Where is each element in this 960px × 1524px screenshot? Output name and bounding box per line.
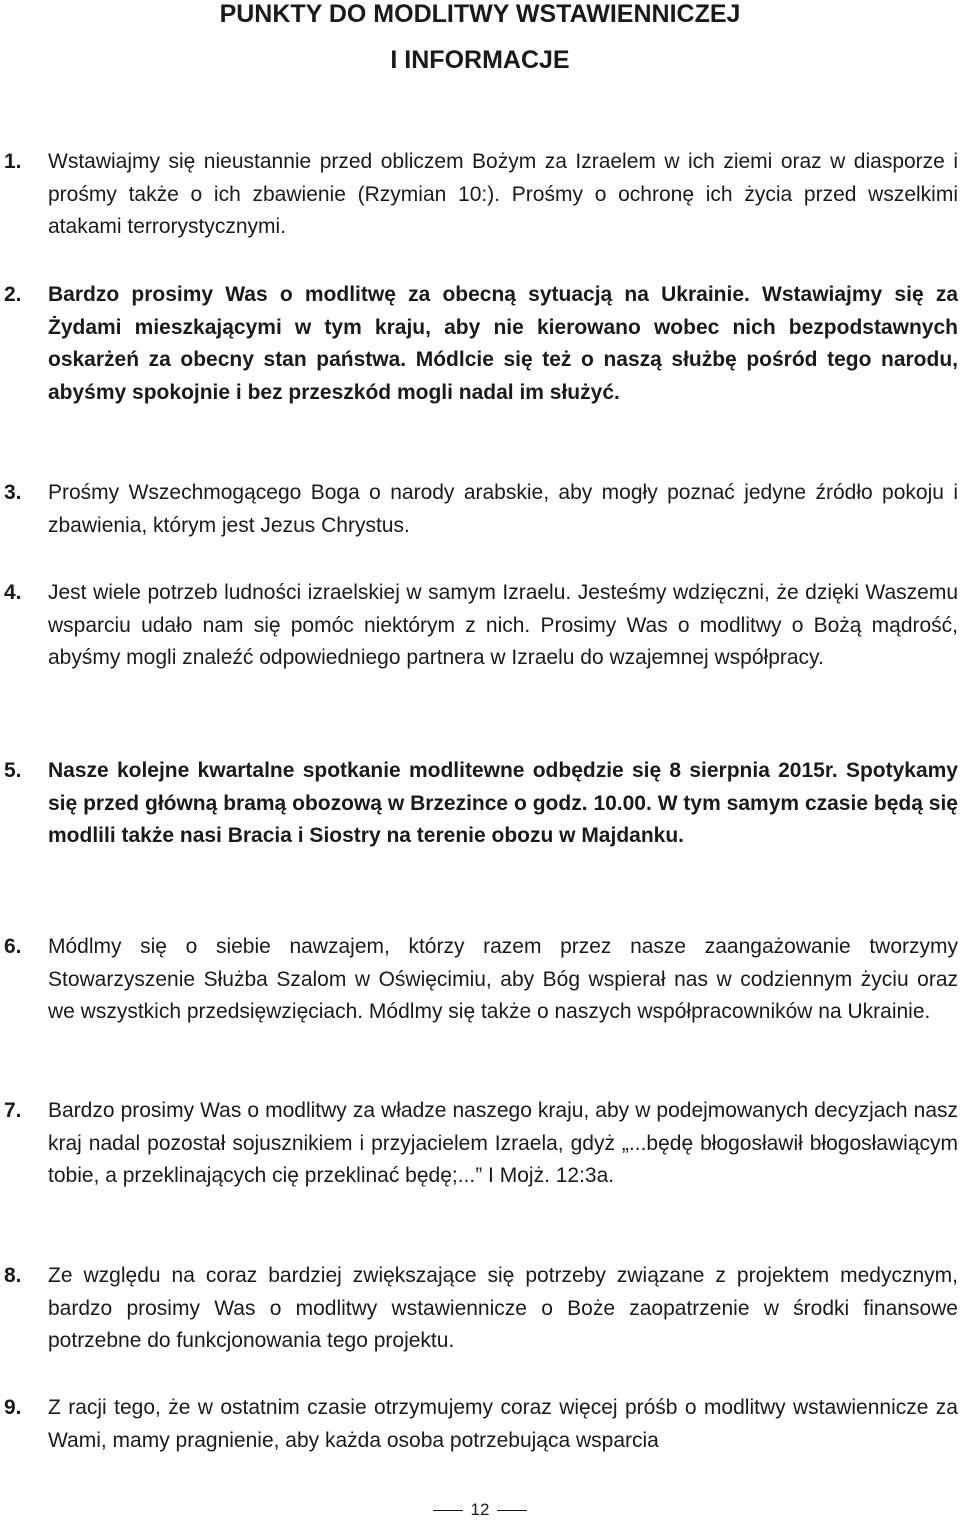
item-text-bold: Bardzo prosimy Was o modlitwę za obecną sytuacją na Ukrainie. Wstawiajmy się za Żydami mieszkającymi w tym kraju, aby nie kierowano wobec nich bezpodstawnych oskarżeń za obecny stan państwa. Módlcie się też o naszą służbę pośród tego narodu, abyśmy spokojnie i bez przeszkód mogli nadal im służyć. xyxy=(48,283,958,404)
page-footer xyxy=(0,1500,960,1520)
item-number: 7. xyxy=(4,1099,22,1122)
footer-dash-left xyxy=(433,1510,463,1512)
item-number: 4. xyxy=(4,581,22,604)
page-number: 12 xyxy=(470,1500,490,1519)
item-text: Bardzo prosimy Was o modlitwy za władze naszego kraju, aby w podejmowanych decyzjach nasz kraj nadal pozostał sojusznikiem i przyjacielem Izraela, gdyż „...będę błogosławił błogosławiącym tobie, a przeklinających cię przeklinać będę;...” I Mojż. 12:3a. xyxy=(48,1099,958,1187)
page-title-line-2: I INFORMACJE xyxy=(390,46,570,74)
item-number: 3. xyxy=(4,481,22,504)
item-text: Wstawiajmy się nieustannie przed obliczem Bożym za Izraelem w ich ziemi oraz w diasporze i prośmy także o ich zbawienie (Rzymian 10:). Prośmy o ochronę ich życia przed wszelkimi atakami terrorystycznymi. xyxy=(48,150,958,238)
item-number: 2. xyxy=(4,283,22,306)
item-number: 9. xyxy=(4,1396,22,1419)
item-text: Jest wiele potrzeb ludności izraelskiej w samym Izraelu. Jesteśmy wdzięczni, że dzięki Waszemu wsparciu udało nam się pomóc niektórym z nich. Prosimy Was o modlitwy o Bożą mądrość, abyśmy mogli znaleźć odpowiedniego partnera w Izraelu do wzajemnej współpracy. xyxy=(48,581,958,669)
item-text: Z racji tego, że w ostatnim czasie otrzymujemy coraz więcej próśb o modlitwy wstawiennicze za Wami, mamy pragnienie, aby każda osoba potrzebująca wsparcia xyxy=(48,1396,958,1452)
footer-dash-right xyxy=(497,1510,527,1512)
item-text: Módlmy się o siebie nawzajem, którzy razem przez nasze zaangażowanie tworzymy Stowarzyszenie Służba Szalom w Oświęcimiu, aby Bóg wspierał nas w codziennym życiu oraz we wszystkich przedsięwzięciach. Módlmy się także o naszych współpracowników na Ukrainie. xyxy=(48,935,958,1023)
item-text: Prośmy Wszechmogącego Boga o narody arabskie, aby mogły poznać jedyne źródło pokoju i zbawienia, którym jest Jezus Chrystus. xyxy=(48,481,958,537)
item-text-bold: Nasze kolejne kwartalne spotkanie modlitewne odbędzie się 8 sierpnia 2015r. Spotykamy się przed główną bramą obozową w Brzezince o godz. 10.00. W tym samym czasie będą się modlili także nasi Bracia i Siostry na terenie obozu w Majdanku. xyxy=(48,759,958,847)
item-text: Ze względu na coraz bardziej zwiększające się potrzeby związane z projektem medycznym, bardzo prosimy Was o modlitwy wstawiennicze o Boże zaopatrzenie w środki finansowe potrzebne do funkcjonowania tego projektu. xyxy=(48,1264,958,1352)
item-number: 5. xyxy=(4,759,22,782)
item-number: 6. xyxy=(4,935,22,958)
item-text xyxy=(48,755,958,853)
item-number: 1. xyxy=(4,150,22,173)
page-title-line-1: PUNKTY DO MODLITWY WSTAWIENNICZEJ xyxy=(219,0,741,28)
item-number: 8. xyxy=(4,1264,22,1287)
item-text xyxy=(48,279,958,409)
